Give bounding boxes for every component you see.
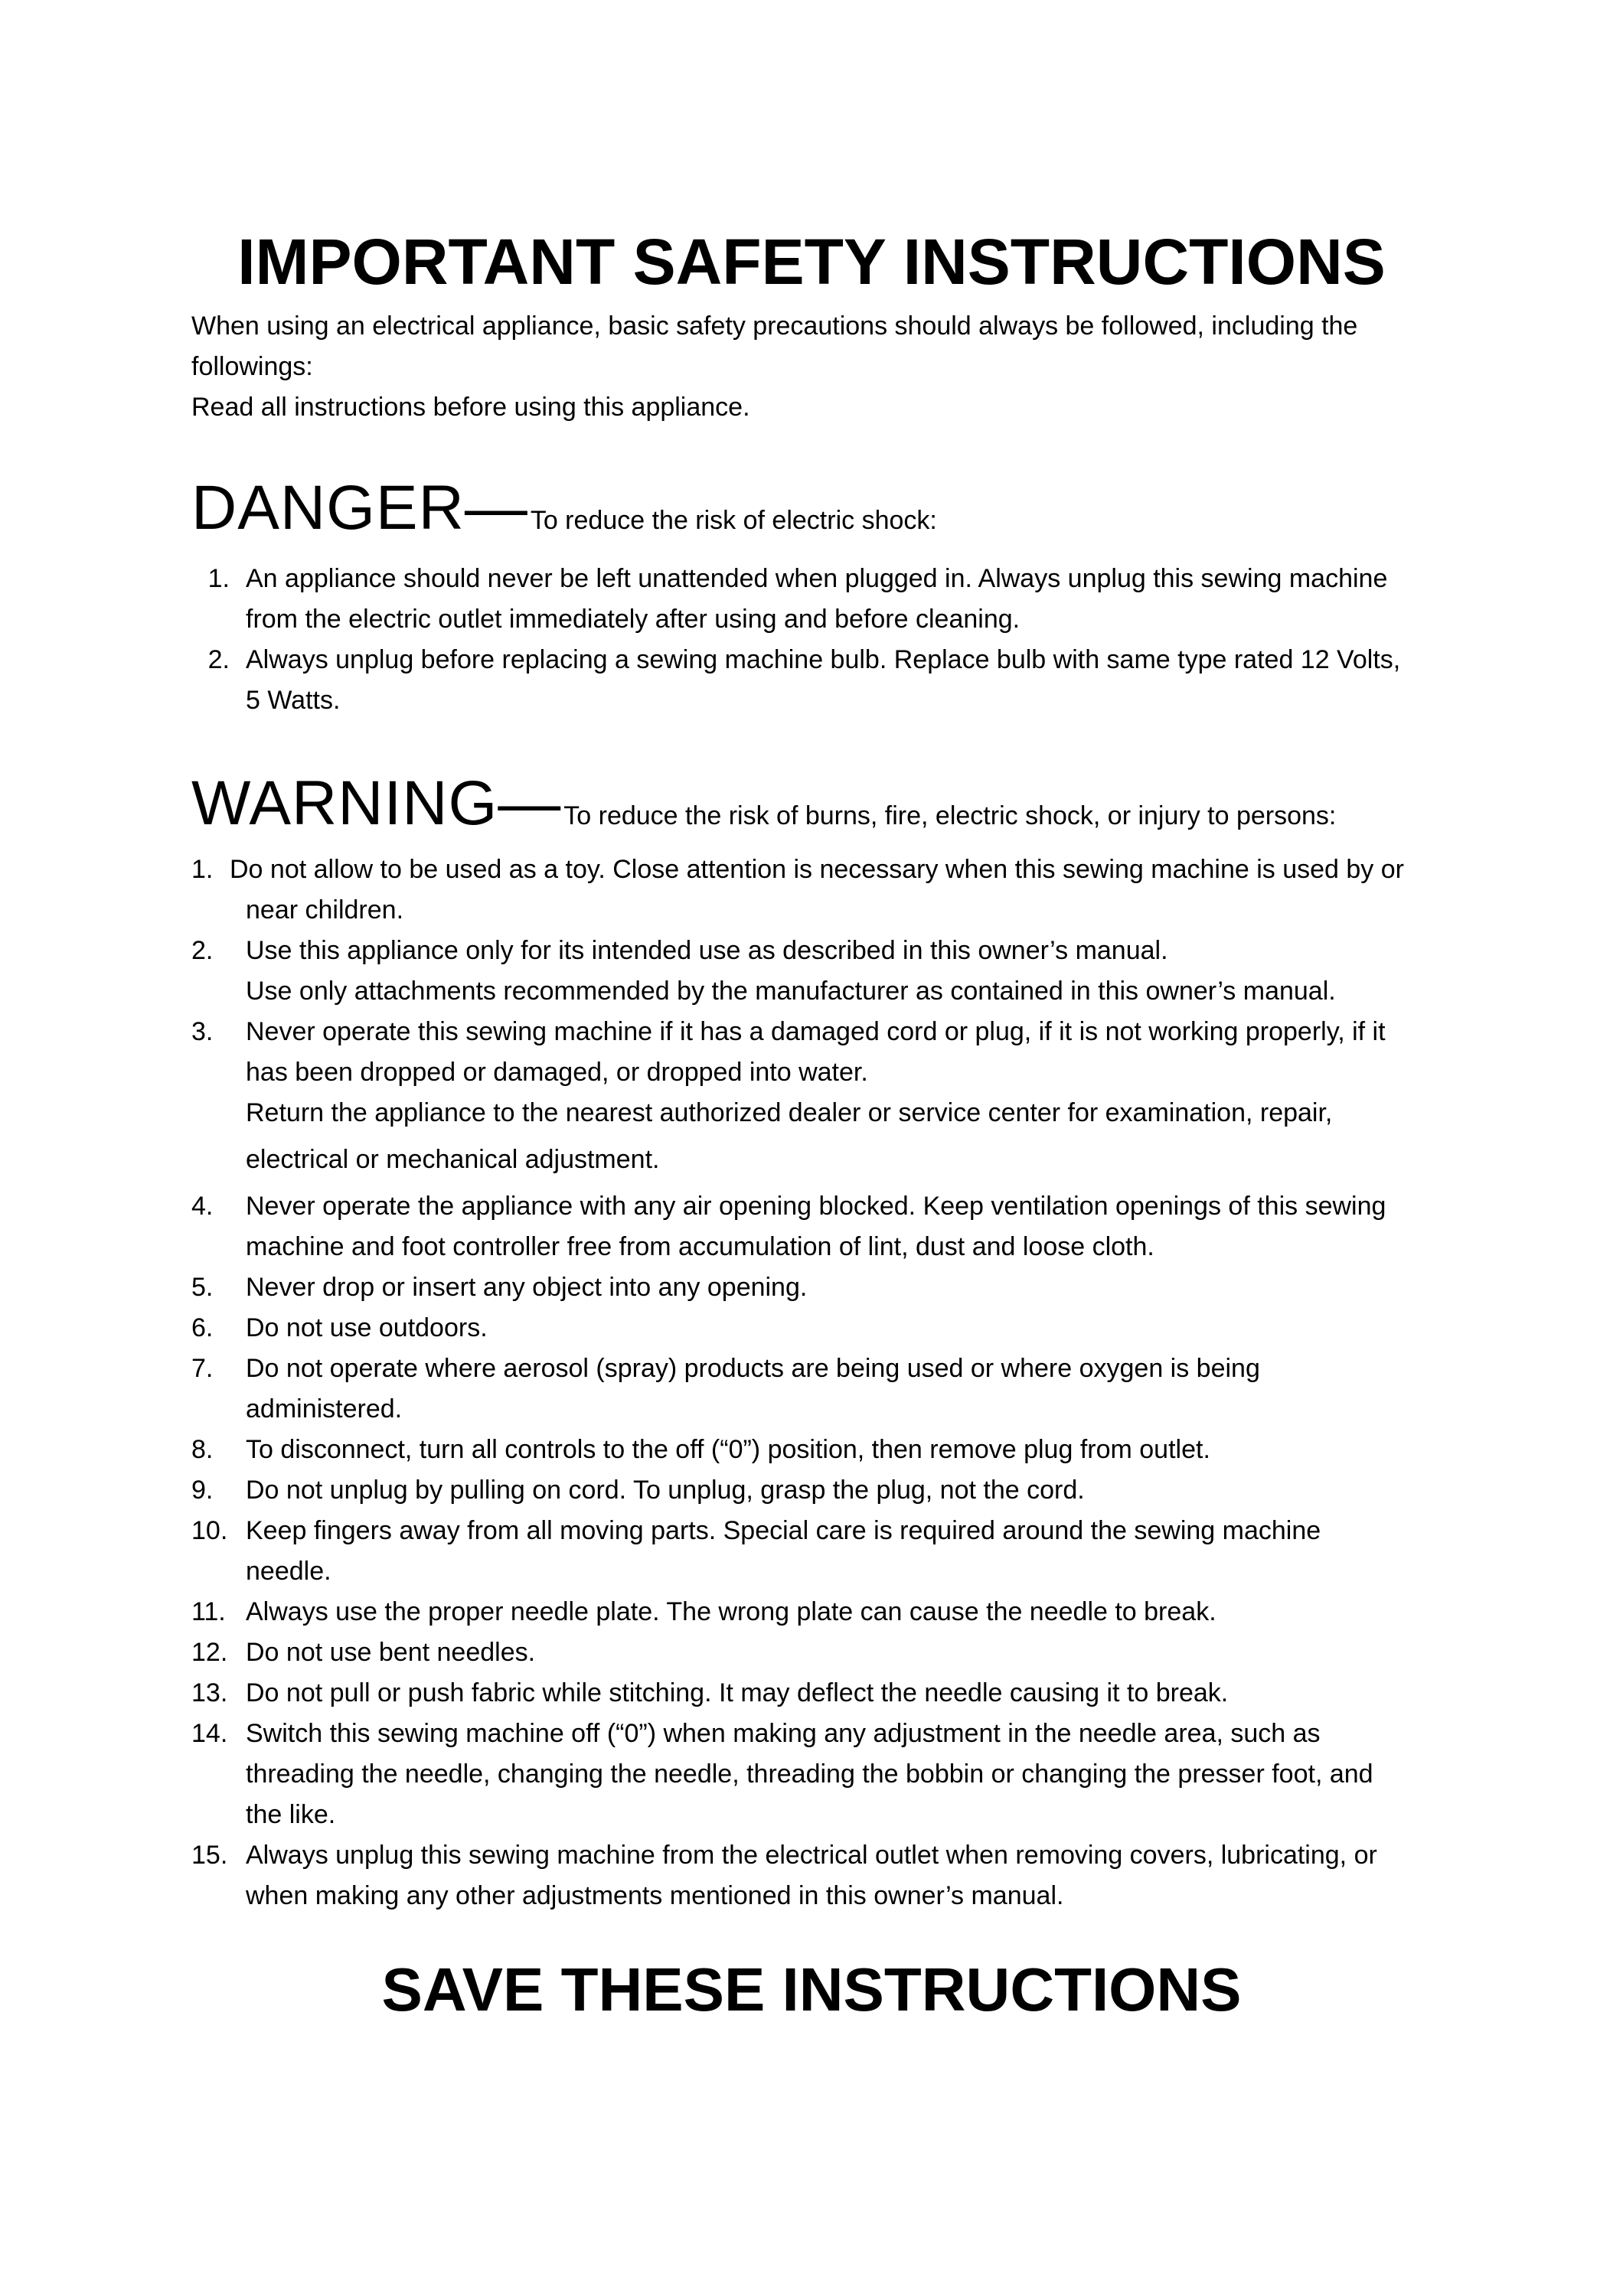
list-item	[0, 1511, 1623, 1592]
danger-list	[0, 559, 1623, 721]
list-item-number: 9.	[191, 1476, 214, 1505]
list-item-number: 1.	[207, 564, 230, 593]
list-item-text: administered.	[246, 1394, 403, 1424]
list-item-text: An appliance should never be left unattended when plugged in. Always unplug this sewing machine	[246, 564, 1388, 593]
list-item-text: from the electric outlet immediately after using and before cleaning.	[246, 605, 1020, 634]
list-item	[0, 1012, 1623, 1180]
list-item-number: 2.	[191, 936, 214, 965]
list-item-number: 2.	[207, 645, 230, 674]
list-item-number: 8.	[191, 1435, 214, 1464]
list-item	[0, 1632, 1623, 1673]
list-item-number: 4.	[191, 1192, 214, 1221]
list-item-text: Do not use bent needles.	[246, 1638, 536, 1667]
list-item	[0, 1308, 1623, 1349]
list-item-number: 12.	[191, 1638, 228, 1667]
list-item-text: Never drop or insert any object into any opening.	[246, 1273, 808, 1302]
list-item-text: the like.	[246, 1800, 336, 1829]
list-item-number: 13.	[191, 1678, 228, 1707]
list-item-text: Always unplug this sewing machine from the electrical outlet when removing covers, lubricating, or	[246, 1841, 1377, 1870]
list-item-text: Do not operate where aerosol (spray) products are being used or where oxygen is being	[246, 1354, 1260, 1383]
intro-line: Read all instructions before using this appliance.	[191, 393, 750, 422]
list-item	[0, 850, 1623, 931]
danger-subtitle: To reduce the risk of electric shock:	[530, 506, 937, 535]
list-item-text: Switch this sewing machine off (“0”) when making any adjustment in the needle area, such as	[246, 1719, 1321, 1748]
list-item-number: 15.	[191, 1841, 228, 1870]
list-item-number: 7.	[191, 1354, 214, 1383]
intro-line: When using an electrical appliance, basic safety precautions should always be followed, including the	[191, 311, 1358, 341]
intro-paragraph	[191, 306, 1462, 428]
list-item-text: has been dropped or damaged, or dropped into water.	[246, 1058, 868, 1087]
list-item-text: 5 Watts.	[246, 686, 341, 715]
list-item	[0, 559, 1623, 640]
list-item-text: when making any other adjustments mentioned in this owner’s manual.	[246, 1881, 1064, 1910]
list-item-number: 3.	[191, 1017, 214, 1046]
list-item-number: 10.	[191, 1516, 228, 1545]
list-item-number: 5.	[191, 1273, 214, 1302]
list-item	[0, 1592, 1623, 1632]
list-item-number: 14.	[191, 1719, 228, 1748]
list-item-text: Use only attachments recommended by the manufacturer as contained in this owner’s manual.	[246, 977, 1336, 1006]
list-item-text: Always use the proper needle plate. The wrong plate can cause the needle to break.	[246, 1597, 1216, 1626]
heading-dash: —	[464, 473, 527, 543]
save-instructions-title: SAVE THESE INSTRUCTIONS	[381, 1955, 1242, 2024]
list-item-text: Do not allow to be used as a toy. Close attention is necessary when this sewing machine is used by or	[230, 855, 1404, 884]
list-item-number: 6.	[191, 1313, 214, 1342]
list-item-text: near children.	[246, 895, 404, 925]
list-item	[0, 1835, 1623, 1916]
intro-line: followings:	[191, 352, 313, 381]
list-item	[0, 1430, 1623, 1470]
list-item-text: electrical or mechanical adjustment.	[246, 1145, 660, 1174]
heading-dash: —	[498, 768, 561, 838]
list-item	[0, 1673, 1623, 1714]
danger-label: DANGER	[191, 473, 465, 543]
list-item-text: Never operate this sewing machine if it has a damaged cord or plug, if it is not working properly, if it	[246, 1017, 1386, 1046]
list-item	[0, 640, 1623, 721]
list-item	[0, 1714, 1623, 1835]
list-item-text: Use this appliance only for its intended use as described in this owner’s manual.	[246, 936, 1168, 965]
list-item-number: 11.	[191, 1597, 226, 1626]
list-item-text: Do not unplug by pulling on cord. To unplug, grasp the plug, not the cord.	[246, 1476, 1085, 1505]
warning-heading	[191, 765, 1336, 854]
danger-heading	[191, 470, 937, 559]
list-item-text: Always unplug before replacing a sewing machine bulb. Replace bulb with same type rated 12 Volts,	[246, 645, 1401, 674]
warning-label: WARNING	[191, 768, 498, 838]
list-item	[0, 1349, 1623, 1430]
list-item-text: threading the needle, changing the needle, threading the bobbin or changing the presser foot, and	[246, 1760, 1373, 1789]
list-item	[0, 1470, 1623, 1511]
list-item-text: Do not use outdoors.	[246, 1313, 488, 1342]
page-title: IMPORTANT SAFETY INSTRUCTIONS	[237, 226, 1386, 298]
list-item-text: Keep fingers away from all moving parts. Special care is required around the sewing machine	[246, 1516, 1321, 1545]
list-item-text: To disconnect, turn all controls to the off (“0”) position, then remove plug from outlet.	[246, 1435, 1210, 1464]
list-item	[0, 1267, 1623, 1308]
list-item-text: needle.	[246, 1557, 331, 1586]
warning-list	[0, 850, 1623, 1916]
list-item	[0, 931, 1623, 1012]
list-item-number: 1.	[191, 855, 214, 884]
list-item-text: machine and foot controller free from accumulation of lint, dust and loose cloth.	[246, 1232, 1154, 1261]
list-item	[0, 1186, 1623, 1267]
list-item-text: Return the appliance to the nearest authorized dealer or service center for examination, repair,	[246, 1098, 1333, 1127]
warning-subtitle: To reduce the risk of burns, fire, electric shock, or injury to persons:	[563, 801, 1337, 830]
list-item-text: Never operate the appliance with any air opening blocked. Keep ventilation openings of this sewing	[246, 1192, 1386, 1221]
list-item-text: Do not pull or push fabric while stitching. It may deflect the needle causing it to break.	[246, 1678, 1229, 1707]
